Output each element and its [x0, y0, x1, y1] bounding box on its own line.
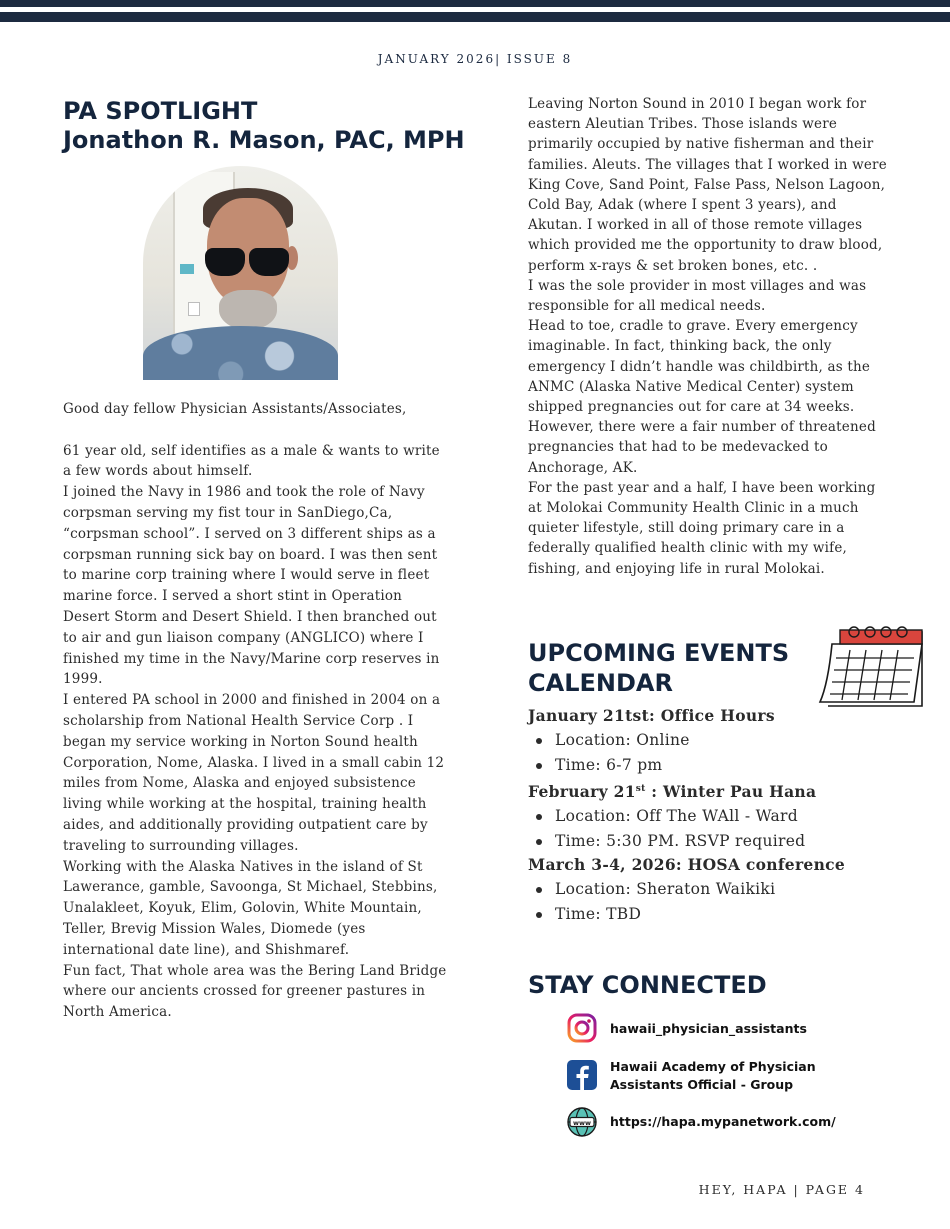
photo-sign — [180, 264, 194, 274]
svg-text:www: www — [572, 1118, 592, 1127]
issue-header: JANUARY 2026| ISSUE 8 — [377, 52, 573, 66]
stay-connected-heading: STAY CONNECTED — [528, 971, 767, 999]
paragraph-gap — [63, 420, 448, 441]
instagram-icon[interactable] — [567, 1013, 597, 1043]
event-time: Time: 6-7 pm — [528, 753, 928, 778]
bio-paragraph: I joined the Navy in 1986 and took the role of Navy corpsman serving my fist tour in SanDiego,Ca, “corpsman school”. I served on 3 different ships as a corpsman running sick bay on board. I was then sent to marine corp training where I would serve in fleet marine force. I served a short stint in Operation Desert Storm and Desert Shield. I then branched out to air and gun liaison company (ANGLICO) where I finished my time in the Navy/Marine corp reserves in 1999. — [63, 484, 440, 688]
event-time: Time: 5:30 PM. RSVP required — [528, 829, 928, 854]
event-title: January 21tst: Office Hours — [528, 706, 775, 725]
spotlight-title — [63, 97, 493, 155]
event-title: March 3-4, 2026: HOSA conference — [528, 855, 846, 875]
facebook-group[interactable] — [610, 1058, 870, 1094]
www-globe-icon[interactable] — [567, 1107, 597, 1137]
bio-paragraph: 61 year old, self identifies as a male & wants to write a few words about himself. — [63, 442, 440, 480]
event-location: Location: Off The WAll - Ward — [528, 804, 928, 829]
top-rule-thick — [0, 12, 950, 22]
page-footer: HEY, HAPA | PAGE 4 — [698, 1182, 865, 1197]
bio-paragraph: Leaving Norton Sound in 2010 I began work for eastern Aleutian Tribes. Those islands were primarily occupied by native fisherman and their families. Aleuts. The villages that I worked in were King Cove, Sand Point, False Pass, Nelson Lagoon, Cold Bay, Adak (where I spent 3 years), and Akutan. I worked in all of those remote villages which provided me the opportunity to draw blood, perform x-rays & set broken bones, etc. . — [528, 96, 887, 274]
bio-left-column — [63, 399, 448, 1023]
photo-beard — [219, 290, 277, 330]
top-rule-thin — [0, 0, 950, 7]
facebook-group-line1: Hawaii Academy of Physician — [610, 1059, 816, 1074]
facebook-icon[interactable] — [567, 1060, 597, 1090]
photo-sunglasses-right — [249, 248, 289, 276]
photo-sunglasses-left — [205, 248, 245, 276]
website-link[interactable]: https://hapa.mypanetwork.com/ — [610, 1114, 836, 1129]
events-heading — [528, 638, 828, 698]
events-heading-line1: UPCOMING EVENTS — [528, 639, 790, 667]
bio-paragraph: Head to toe, cradle to grave. Every emergency imaginable. In fact, thinking back, the only emergency I didn’t handle was childbirth, as the ANMC (Alaska Native Medical Center) system shipped pregnancies out for care at 34 weeks. However, there were a fair number of threatened pregnancies that had to be medevacked to Anchorage, AK. — [528, 318, 876, 476]
calendar-icon — [818, 624, 928, 708]
event-location: Location: Online — [528, 728, 928, 753]
bio-paragraph: Fun fact, That whole area was the Bering Land Bridge where our ancients crossed for greener pastures in North America. — [63, 962, 447, 1021]
spotlight-name: Jonathon R. Mason, PAC, MPH — [63, 126, 465, 154]
event-time: Time: TBD — [528, 902, 928, 927]
bio-paragraph: Working with the Alaska Natives in the island of St Lawerance, gamble, Savoonga, St Michael, Stebbins, Unalakleet, Koyuk, Elim, Golovin, White Mountain, Teller, Brevig Mission Wales, Diomede (yes international date line), and Shishmaref. — [63, 858, 438, 958]
spotlight-label: PA SPOTLIGHT — [63, 97, 258, 125]
portrait-photo — [143, 166, 338, 380]
event-title-date: February 21 — [528, 782, 636, 802]
bio-paragraph: I was the sole provider in most villages and was responsible for all medical needs. — [528, 277, 867, 315]
greeting: Good day fellow Physician Assistants/Associates, — [63, 401, 407, 417]
facebook-group-line2: Assistants Official - Group — [610, 1077, 794, 1092]
photo-shirt — [143, 326, 338, 380]
photo-switch — [188, 302, 200, 316]
event-title-name: : Winter Pau Hana — [645, 782, 817, 802]
bio-paragraph: I entered PA school in 2000 and finished in 2004 on a scholarship from National Health Service Corp . I began my service working in Norton Sound health Corporation, Nome, Alaska. I lived in a small cabin 12 miles from Nome, Alaska and enjoyed subsistence living while working at the hospital, training health aides, and additionally providing outpatient care by traveling to surrounding villages. — [63, 692, 445, 854]
event-location: Location: Sheraton Waikiki — [528, 877, 928, 902]
events-list — [528, 704, 928, 926]
bio-right-column — [528, 94, 888, 579]
bio-paragraph: For the past year and a half, I have been working at Molokai Community Health Clinic in a much quieter lifestyle, still doing primary care in a federally qualified health clinic with my wife, fishing, and enjoying life in rural Molokai. — [528, 479, 876, 577]
instagram-handle[interactable]: hawaii_physician_assistants — [610, 1021, 807, 1036]
event-title-ordinal: st — [635, 784, 646, 794]
event-title — [528, 777, 928, 804]
events-heading-line2: CALENDAR — [528, 669, 673, 697]
